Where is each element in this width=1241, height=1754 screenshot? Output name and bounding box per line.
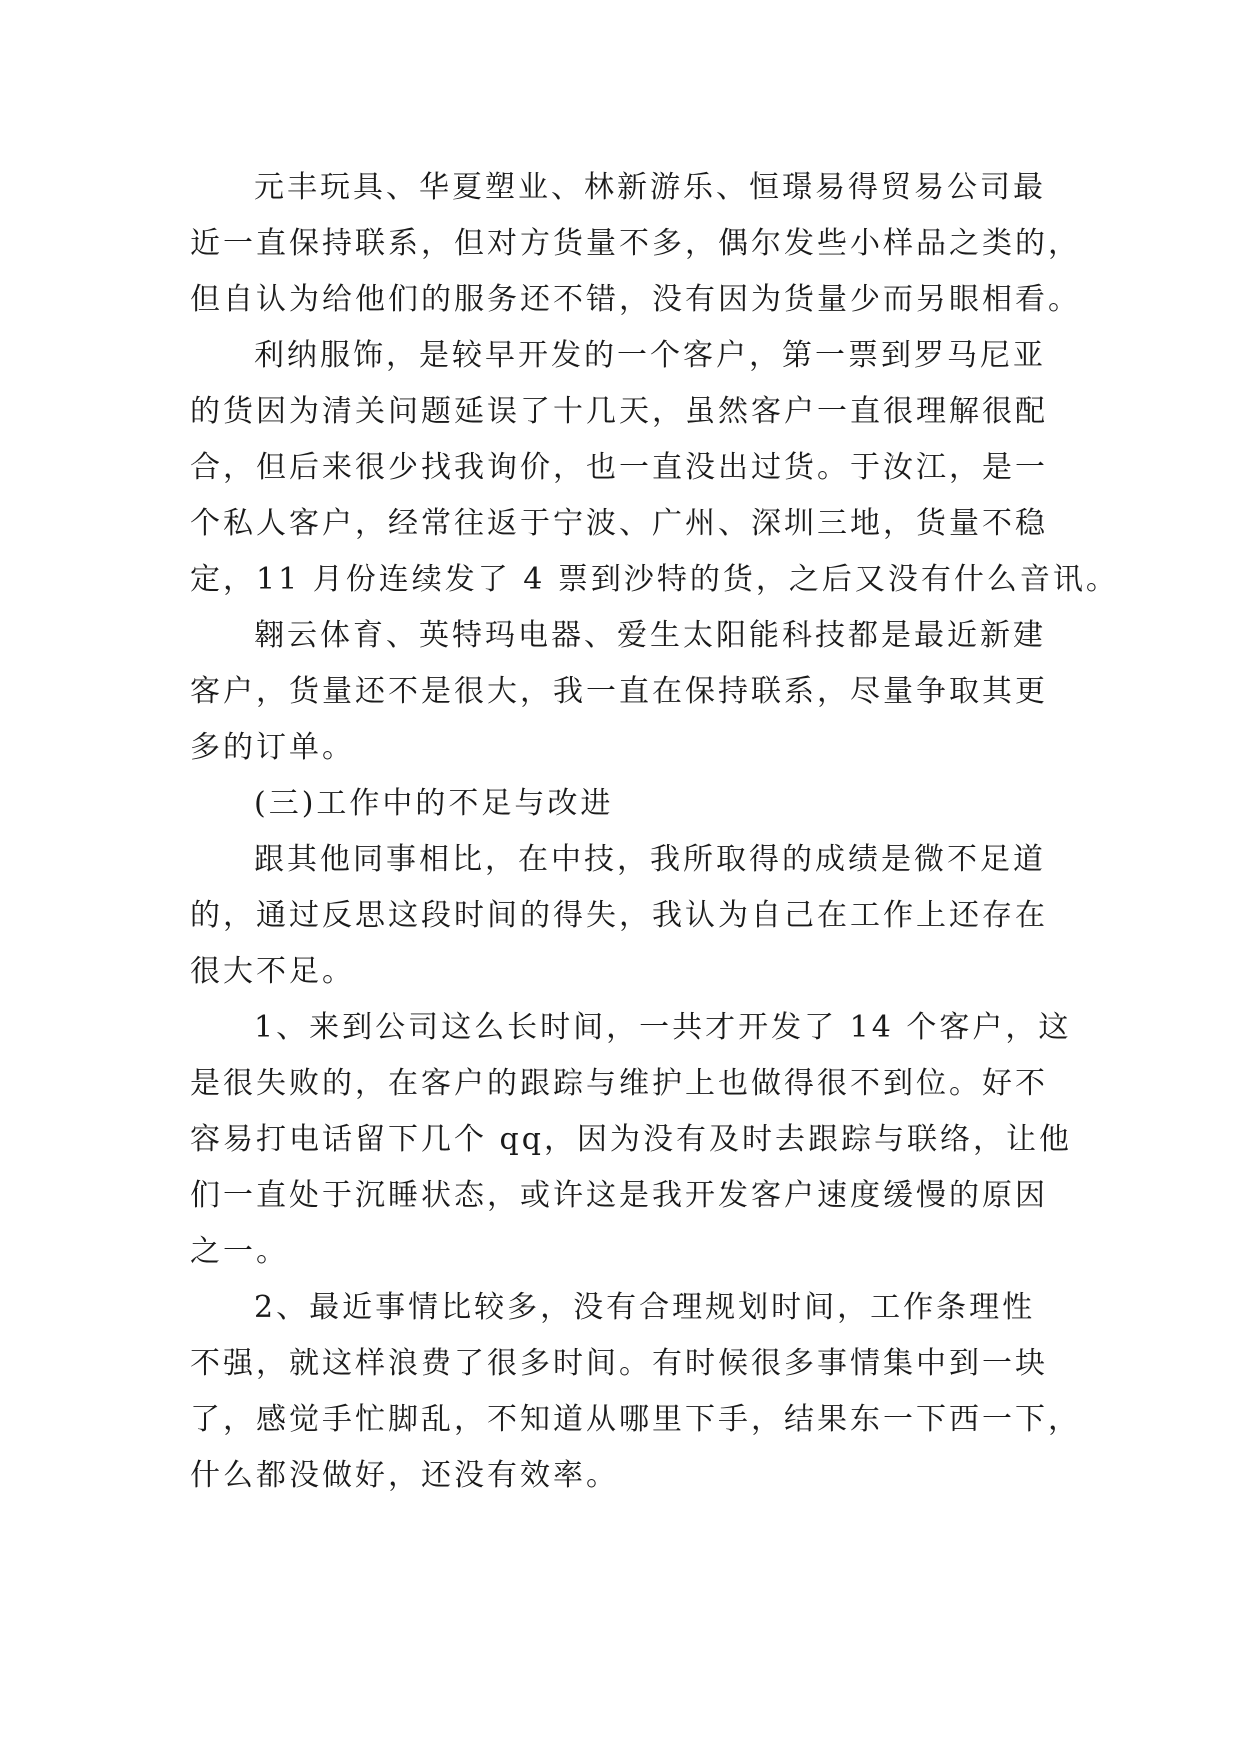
text-line: 们一直处于沉睡状态，或许这是我开发客户速度缓慢的原因 [190, 1178, 1048, 1213]
text-line: 不强，就这样浪费了很多时间。有时候很多事情集中到一块 [190, 1346, 1048, 1381]
text-line: 1、来到公司这么长时间，一共才开发了 14 个客户，这 [254, 1010, 1072, 1045]
text-line: 定，11 月份连续发了 4 票到沙特的货，之后又没有什么音讯。 [190, 562, 1119, 597]
text-line: 多的订单。 [190, 730, 355, 765]
text-line: 翱云体育、英特玛电器、爱生太阳能科技都是最近新建 [254, 618, 1046, 653]
text-line: 但自认为给他们的服务还不错，没有因为货量少而另眼相看。 [190, 282, 1081, 317]
paragraph-6 [190, 1280, 1081, 1504]
text-line: 近一直保持联系，但对方货量不多，偶尔发些小样品之类的， [190, 226, 1081, 261]
paragraph-5 [190, 1000, 1070, 1280]
paragraph-2 [190, 328, 1119, 608]
text-line: 个私人客户，经常往返于宁波、广州、深圳三地，货量不稳 [190, 506, 1048, 541]
text-line: 之一。 [190, 1234, 289, 1269]
text-line: 客户，货量还不是很大，我一直在保持联系，尽量争取其更 [190, 674, 1048, 709]
text-line: 元丰玩具、华夏塑业、林新游乐、恒璟易得贸易公司最 [254, 170, 1046, 205]
text-line: 的货因为清关问题延误了十几天，虽然客户一直很理解很配 [190, 394, 1048, 429]
paragraph-3 [190, 608, 1070, 776]
text-line: 是很失败的，在客户的跟踪与维护上也做得很不到位。好不 [190, 1066, 1048, 1101]
text-line: 很大不足。 [190, 954, 355, 989]
text-line: 利纳服饰，是较早开发的一个客户，第一票到罗马尼亚 [254, 338, 1046, 373]
text-line: 跟其他同事相比，在中技，我所取得的成绩是微不足道 [254, 842, 1046, 877]
text-line: 合，但后来很少找我询价，也一直没出过货。于汝江，是一 [190, 450, 1048, 485]
section-heading-text: (三)工作中的不足与改进 [254, 786, 614, 821]
section-heading [190, 776, 1070, 832]
paragraph-4 [190, 832, 1070, 1000]
text-line: 2、最近事情比较多，没有合理规划时间，工作条理性 [254, 1290, 1036, 1325]
document-body [190, 160, 1119, 1504]
text-line: 了，感觉手忙脚乱，不知道从哪里下手，结果东一下西一下， [190, 1402, 1081, 1437]
text-line: 的，通过反思这段时间的得失，我认为自己在工作上还存在 [190, 898, 1048, 933]
paragraph-1 [190, 160, 1081, 328]
text-line: 容易打电话留下几个 qq，因为没有及时去跟踪与联络，让他 [190, 1122, 1072, 1157]
text-line: 什么都没做好，还没有效率。 [190, 1458, 619, 1493]
